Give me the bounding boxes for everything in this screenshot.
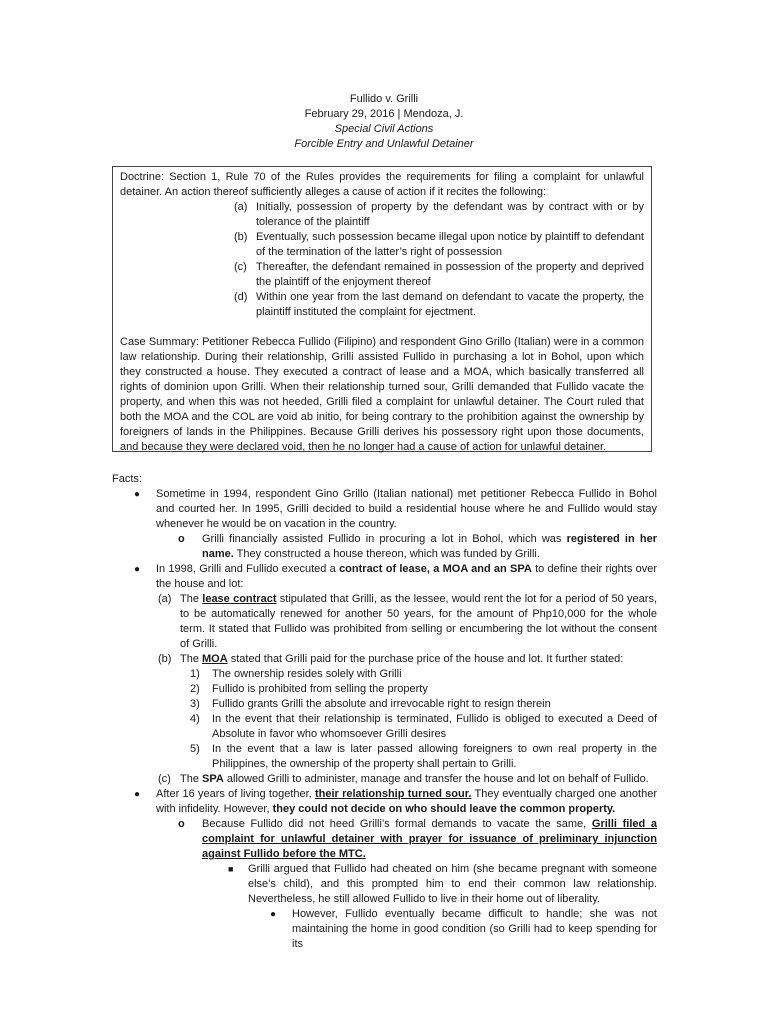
fact-item [112, 562, 657, 787]
subsubfact-text: Grilli argued that Fullido had cheated on him (she became pregnant with someone else’s child), and this prompted him to end their common law relationship. Nevertheless, he still allowed Fullido to live in their home out of liberality. [248, 863, 657, 905]
paragraph-gap [120, 320, 644, 335]
item-marker: (c) [234, 261, 247, 273]
case-date-ponente: February 29, 2016 | Mendoza, J. [304, 108, 464, 120]
item-marker: (a) [158, 593, 172, 605]
agreements-list [156, 592, 657, 787]
doctrine-item [234, 290, 644, 320]
moa-term [112, 682, 657, 697]
facts-section [112, 472, 657, 952]
item-text: In the event that their relationship is terminated, Fullido is obliged to executed a Deed of Absolute in favor who whomsoever Grilli desires [212, 713, 657, 740]
emphasis-text: contract of lease, a MOA and an SPA [339, 563, 532, 575]
circle-marker: o [178, 818, 185, 830]
fact-text: Sometime in 1994, respondent Gino Grillo (Italian national) met petitioner Rebecca Fullido in Bohol and courted her. In 1995, Grilli decided to build a residential house where he and Fullido would stay whenever he would be on vacation in the country. [156, 488, 657, 530]
moa-term [112, 742, 657, 772]
moa-term [112, 667, 657, 682]
emphasis-text: SPA [202, 773, 224, 785]
emphasis-text: Grilli filed a complaint for unlawful detainer with prayer for issuance of preliminary injunction against Fullido before the MTC. [202, 818, 657, 860]
facts-list [112, 487, 657, 952]
agreement-item [112, 772, 657, 787]
fact-item [112, 787, 657, 952]
item-text: In the event that a law is later passed allowing foreigners to own real property in the Philippines, the ownership of the property shall pertain to Grilli. [212, 743, 657, 770]
detail-text: However, Fullido eventually became difficult to handle; she was not maintaining the home in good condition (so Grilli had to keep spending for its [292, 908, 657, 950]
item-marker: 3) [190, 698, 200, 710]
emphasis-text: they could not decide on who should leave the common property. [272, 803, 616, 815]
item-text: Within one year from the last demand on defendant to vacate the property, the plaintiff instituted the complaint for ejectment. [256, 291, 644, 318]
subfact-item [112, 532, 657, 562]
bullet-marker: ● [134, 564, 141, 575]
item-marker: (b) [234, 231, 248, 243]
square-marker: ■ [228, 864, 234, 874]
fact-text: After 16 years of living together, [156, 788, 315, 800]
subfact-text: They constructed a house thereon, which was funded by Grilli. [233, 548, 540, 560]
moa-term [112, 712, 657, 742]
case-topic: Forcible Entry and Unlawful Detainer [294, 138, 474, 150]
doctrine-text: Doctrine: Section 1, Rule 70 of the Rules provides the requirements for filing a complaint for unlawful detainer. An action thereof sufficiently alleges a cause of action if it recites the following: [120, 171, 644, 198]
case-header [0, 92, 768, 152]
subsubfact-item [112, 862, 657, 952]
doctrine-requisites-list [234, 200, 644, 320]
item-text: The [180, 653, 203, 665]
item-text: stated that Grilli paid for the purchase price of the house and lot. It further stated: [227, 653, 624, 665]
doctrine-item [234, 260, 644, 290]
item-text: Fullido is prohibited from selling the property [212, 683, 428, 695]
item-text: The [180, 773, 203, 785]
item-text: stipulated that Grilli, as the lessee, would rent the lot for a period of 50 years, to be automatically renewed for another 50 years, for the amount of Php10,000 for the whole term. It stated that Fullido was prohibited from selling or encumbering the lot without the consent of Grilli. [180, 593, 658, 650]
agreement-item [112, 592, 657, 652]
item-marker: (a) [234, 201, 248, 213]
doctrine-summary-box [112, 166, 652, 452]
item-marker: (b) [158, 653, 172, 665]
facts-label: Facts: [112, 473, 142, 485]
item-marker: (d) [234, 291, 248, 303]
circle-marker: o [178, 533, 185, 545]
item-text: Initially, possession of property by the defendant was by contract with or by tolerance of the plaintiff [256, 201, 644, 228]
subfact-item [112, 817, 657, 952]
detail-list [248, 907, 657, 952]
emphasis-text: their relationship turned sour. [315, 788, 472, 800]
bullet-marker: ● [270, 909, 277, 920]
item-marker: (c) [158, 773, 171, 785]
moa-terms-list [180, 667, 657, 772]
case-title: Fullido v. Grilli [349, 93, 419, 105]
emphasis-text: MOA [202, 653, 228, 665]
fact-item [112, 487, 657, 562]
bullet-marker: ● [134, 789, 141, 800]
subfact-list [156, 532, 657, 562]
item-text: Eventually, such possession became illegal upon notice by plaintiff to defendant of the termination of the latter’s right of possession [256, 231, 644, 258]
case-subject: Special Civil Actions [334, 123, 434, 135]
item-text: Thereafter, the defendant remained in possession of the property and deprived the plaintiff of the enjoyment thereof [256, 261, 644, 288]
fact-text: They eventually charged one another with infidelity. However, [156, 788, 657, 815]
item-marker: 4) [190, 713, 200, 725]
item-marker: 5) [190, 743, 200, 755]
item-text: allowed Grilli to administer, manage and transfer the house and lot on behalf of Fullido. [223, 773, 649, 785]
item-marker: 1) [190, 668, 200, 680]
moa-term [112, 697, 657, 712]
fact-text: to define their rights over the house and lot: [156, 563, 658, 590]
item-text: The ownership resides solely with Grilli [212, 668, 402, 680]
case-summary-text: Case Summary: Petitioner Rebecca Fullido (Filipino) and respondent Gino Grillo (Italian) were in a common law relationship. During their relationship, Grilli assisted Fullido in purchasing a lot in Bohol, upon which they constructed a house. They executed a contract of lease and a MOA, which basically transferred all rights of dominion upon Grilli. When their relationship turned sour, Grilli demanded that Fullido vacate the property, and when this was not heeded, Grilli filed a complaint for unlawful detainer. The Court ruled that both the MOA and the COL are void ab initio, for being contrary to the prohibition against the ownership by foreigners of lands in the Philippines. Because Grilli derives his possessory right upon those documents, and because they were declared void, then he no longer had a cause of action for unlawful detainer. [120, 336, 644, 453]
doctrine-item [234, 230, 644, 260]
subfact-list [156, 817, 657, 952]
bullet-marker: ● [134, 489, 141, 500]
item-marker: 2) [190, 683, 200, 695]
subsubfact-list [202, 862, 657, 952]
agreement-item [112, 652, 657, 772]
fact-text: In 1998, Grilli and Fullido executed a [156, 563, 340, 575]
subfact-text: Because Fullido did not heed Grilli’s formal demands to vacate the same, [202, 818, 592, 830]
subfact-text: Grilli financially assisted Fullido in procuring a lot in Bohol, which was [202, 533, 567, 545]
detail-item [112, 907, 657, 952]
doctrine-item [234, 200, 644, 230]
emphasis-text: lease contract [202, 593, 277, 605]
item-text: The [180, 593, 203, 605]
emphasis-text: registered in her name. [202, 533, 657, 560]
item-text: Fullido grants Grilli the absolute and irrevocable right to resign therein [212, 698, 551, 710]
